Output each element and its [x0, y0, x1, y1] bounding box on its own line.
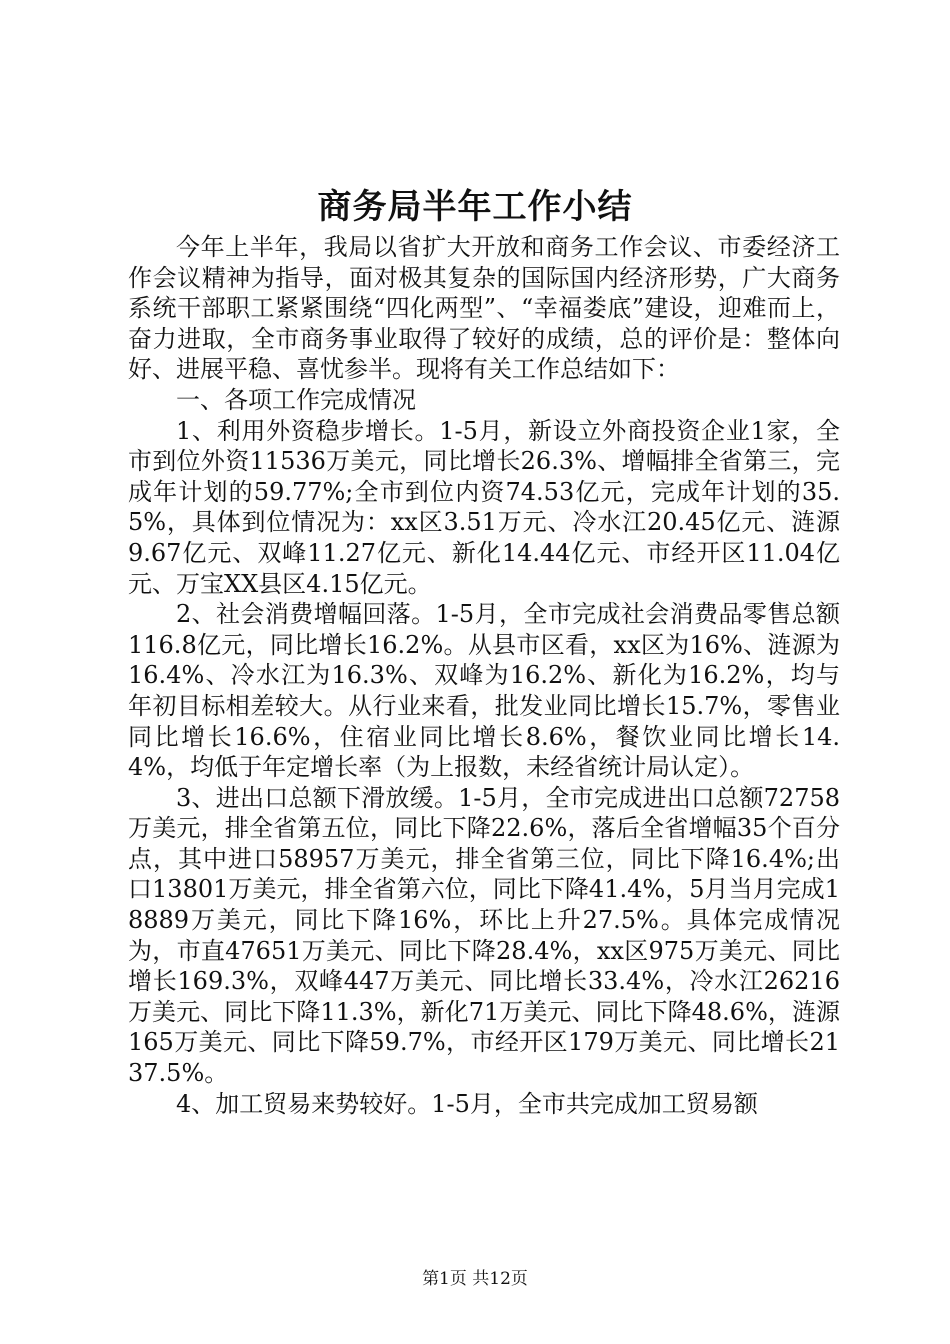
paragraph-consumption: 2、社会消费增幅回落。1-5月，全市完成社会消费品零售总额116.8亿元，同比增长16.2%。从县市区看，xx区为16%、涟源为16.4%、冷水江为16.3%、双峰为16.2%、新化为16.2%，均与年初目标相差较大。从行业来看，批发业同比增长15.7%，零售业同比增长16.6%，住宿业同比增长8.6%，餐饮业同比增长14.4%，均低于年定增长率（为上报数，未经省统计局认定）。: [128, 600, 840, 782]
paragraph-import-export: 3、进出口总额下滑放缓。1-5月，全市完成进出口总额72758万美元，排全省第五位，同比下降22.6%，落后全省增幅35个百分点，其中进口58957万美元，排全省第三位，同比下降16.4%;出口13801万美元，排全省第六位，同比下降41.4%，5月当月完成18889万美元，同比下降16%，环比上升27.5%。具体完成情况为，市直47651万美元、同比下降28.4%，xx区975万美元、同比增长169.3%，双峰447万美元、同比增长33.4%，冷水江26216万美元、同比下降11.3%，新化71万美元、同比下降48.6%，涟源165万美元、同比下降59.7%，市经开区179万美元、同比增长2137.5%。: [128, 783, 840, 1088]
section-heading: 一、各项工作完成情况: [176, 385, 416, 414]
paragraph-foreign-investment: 1、利用外资稳步增长。1-5月，新设立外商投资企业1家，全市到位外资11536万美元，同比增长26.3%、增幅排全省第三，完成年计划的59.77%;全市到位内资74.53亿元，完成年计划的35.5%，具体到位情况为：xx区3.51万元、冷水江20.45亿元、涟源9.67亿元、双峰11.27亿元、新化14.44亿元、市经开区11.04亿元、万宝XX县区4.15亿元。: [128, 416, 840, 598]
document-body: [128, 232, 840, 1119]
paragraph-intro: 今年上半年，我局以省扩大开放和商务工作会议、市委经济工作会议精神为指导，面对极其复杂的国际国内经济形势，广大商务系统干部职工紧紧围绕“四化两型”、“幸福娄底”建设，迎难而上，奋力进取，全市商务事业取得了较好的成绩，总的评价是：整体向好、进展平稳、喜忧参半。现将有关工作总结如下：: [128, 233, 840, 384]
paragraph-processing-trade: 4、加工贸易来势较好。1-5月，全市共完成加工贸易额: [176, 1089, 758, 1118]
page-number-footer: 第1页 共12页: [422, 1269, 528, 1289]
document-title: 商务局半年工作小结: [317, 187, 633, 227]
